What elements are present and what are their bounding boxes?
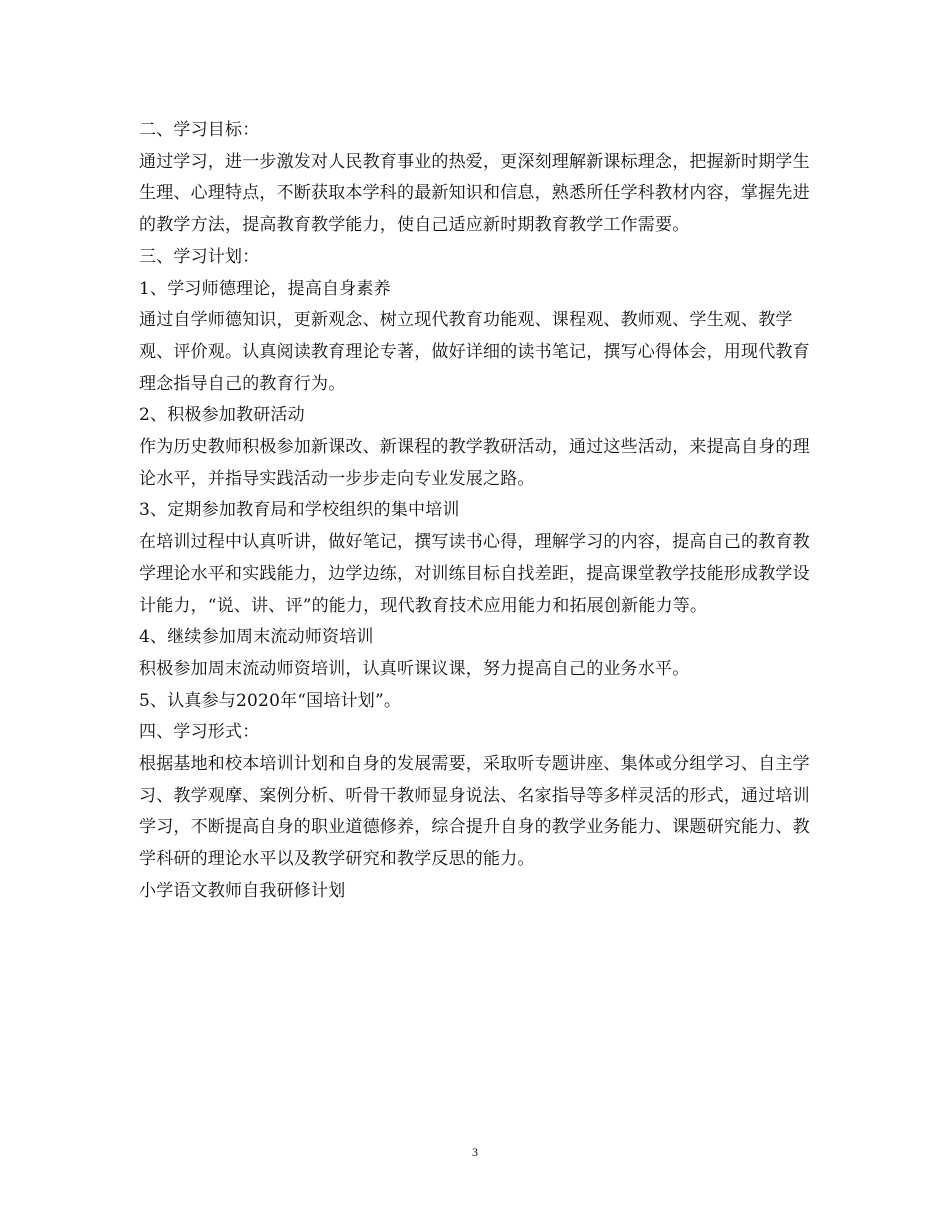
item-4-paragraph: 积极参加周末流动师资培训，认真听课议课，努力提高自己的业务水平。	[139, 658, 690, 679]
item-2-paragraph: 作为历史教师积极参加新课改、新课程的教学教研活动，通过这些活动，来提高自身的理论水平，并指导实践活动一步步走向专业发展之路。	[139, 437, 810, 489]
heading-learning-goals: 二、学习目标：	[139, 120, 260, 140]
next-section-title: 小学语文教师自我研修计划	[139, 880, 346, 901]
item-5-heading: 5、认真参与2020年“国培计划”。	[139, 690, 402, 711]
item-2-heading: 2、积极参加教研活动	[139, 405, 305, 426]
item-4-heading: 4、继续参加周末流动师资培训	[139, 627, 374, 648]
item-1-paragraph: 通过自学师德知识，更新观念、树立现代教育功能观、课程观、教师观、学生观、教学观、评价观。认真阅读教育理论专著，做好详细的读书笔记，撰写心得体会，用现代教育理念指导自己的教育行为。	[139, 310, 810, 394]
page-number: 3	[472, 1145, 478, 1159]
paragraph-learning-form: 根据基地和校本培训计划和自身的发展需要，采取听专题讲座、集体或分组学习、自主学习、教学观摩、案例分析、听骨干教师显身说法、名家指导等多样灵活的形式，通过培训学习，不断提高自身的职业道德修养，综合提升自身的教学业务能力、课题研究能力、教学科研的理论水平以及教学研究和教学反思的能力。	[139, 754, 810, 870]
item-3-heading: 3、定期参加教育局和学校组织的集中培训	[139, 500, 460, 521]
heading-learning-form: 四、学习形式：	[139, 722, 260, 743]
document-body	[139, 115, 819, 908]
item-1-heading: 1、学习师德理论，提高自身素养	[139, 278, 391, 299]
heading-learning-plan: 三、学习计划：	[139, 246, 260, 267]
item-3-paragraph: 在培训过程中认真听讲，做好笔记，撰写读书心得，理解学习的内容，提高自己的教育教学理论水平和实践能力，边学边练，对训练目标自找差距，提高课堂教学技能形成教学设计能力，“说、讲、评”的能力，现代教育技术应用能力和拓展创新能力等。	[139, 532, 810, 616]
paragraph-learning-goals: 通过学习，进一步激发对人民教育事业的热爱，更深刻理解新课标理念，把握新时期学生生理、心理特点，不断获取本学科的最新知识和信息，熟悉所任学科教材内容，掌握先进的教学方法，提高教育教学能力，使自己适应新时期教育教学工作需要。	[139, 151, 810, 236]
